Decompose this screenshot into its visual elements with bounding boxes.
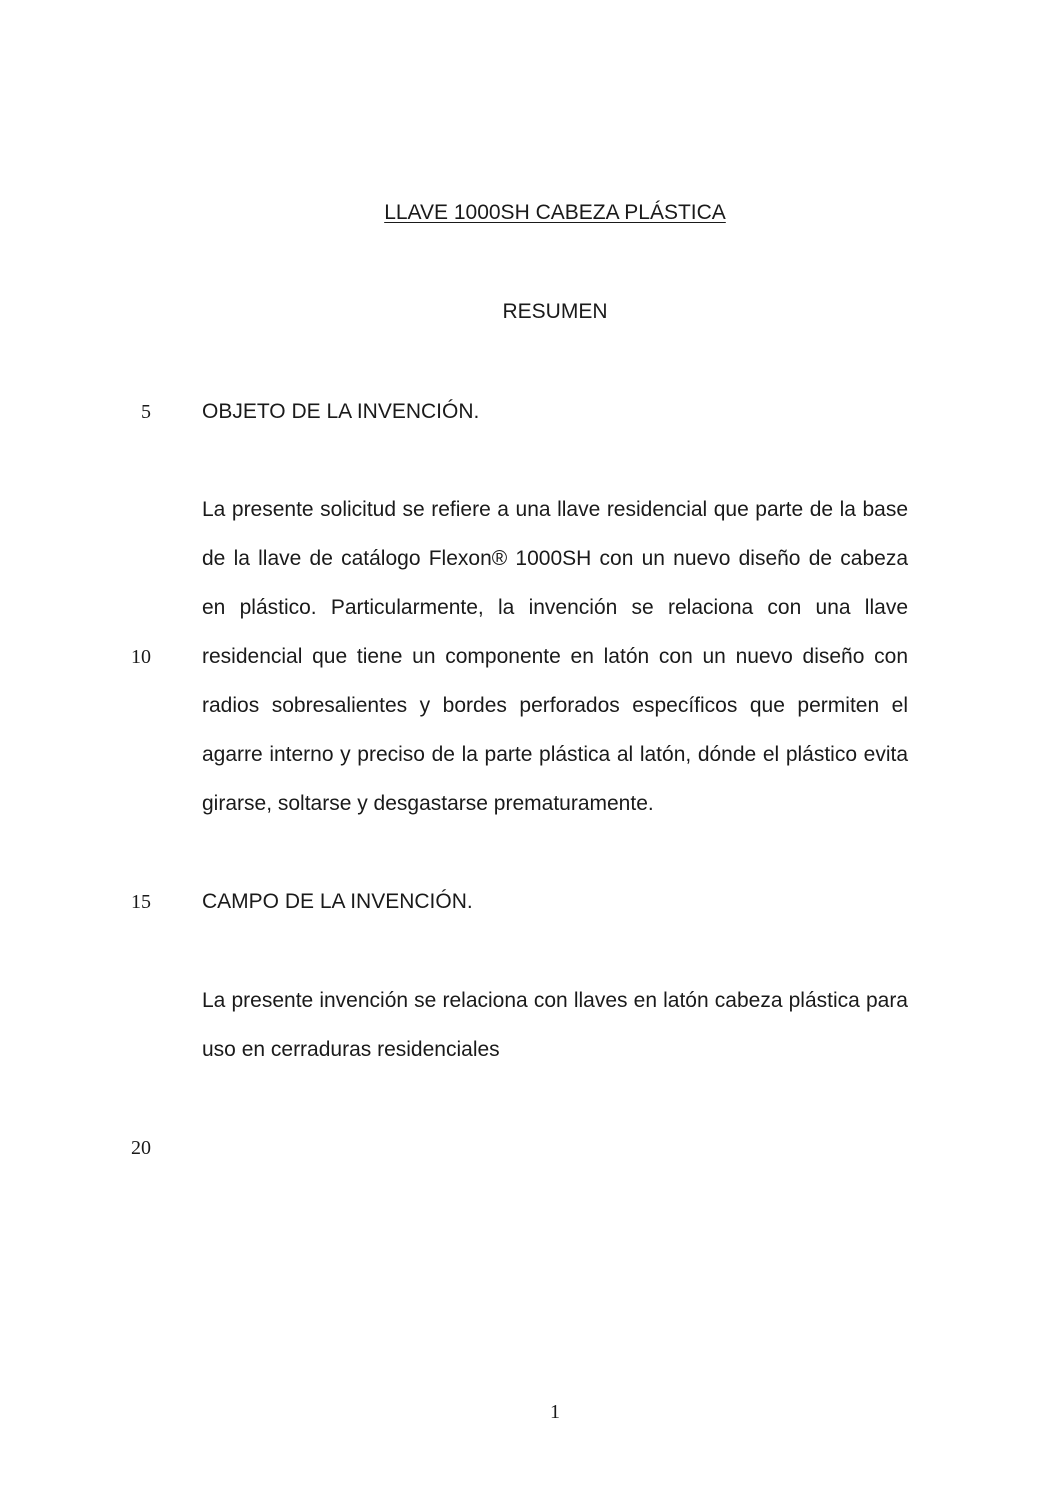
document-title: LLAVE 1000SH CABEZA PLÁSTICA xyxy=(384,201,726,224)
page-number: 1 xyxy=(550,1401,560,1423)
document-subtitle: RESUMEN xyxy=(502,300,608,323)
section-heading-campo: CAMPO DE LA INVENCIÓN. xyxy=(202,890,473,913)
section-heading-objeto: OBJETO DE LA INVENCIÓN. xyxy=(202,400,480,423)
line-number-15: 15 xyxy=(131,891,151,913)
line-number-20: 20 xyxy=(131,1137,151,1159)
line-number-5: 5 xyxy=(141,401,151,423)
line-number-10: 10 xyxy=(131,646,151,668)
section-paragraph-objeto: La presente solicitud se refiere a una llave residencial que parte de la base de la llave de catálogo Flexon® 1000SH con un nuevo diseño de cabeza en plástico. Particularmente, la invención se relaciona con una llave residencial que tiene un componente en latón con un nuevo diseño con radios sobresalientes y bordes perforados específicos que permiten el agarre interno y preciso de la parte plástica al latón, dónde el plástico evita girarse, soltarse y desgastarse prematuramente. xyxy=(202,498,908,815)
section-paragraph-campo: La presente invención se relaciona con llaves en latón cabeza plástica para uso en cerraduras residenciales xyxy=(202,989,908,1061)
